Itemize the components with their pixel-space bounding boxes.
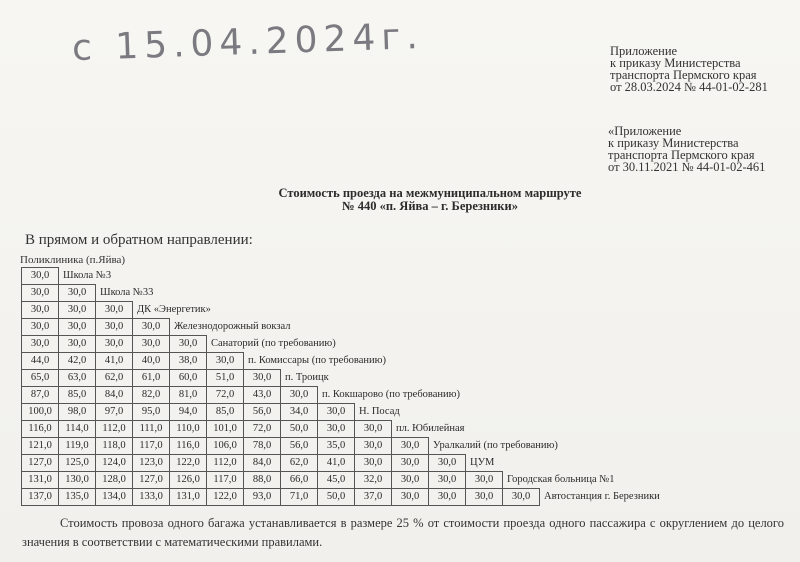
fare-cell: 66,0 (281, 472, 318, 489)
fare-cell: 111,0 (133, 421, 170, 438)
stop-name: Железнодорожный вокзал (174, 320, 291, 332)
fare-cell: 133,0 (133, 489, 170, 506)
fare-row (22, 404, 660, 421)
fare-cell: 117,0 (207, 472, 244, 489)
fare-cell: 38,0 (170, 353, 207, 370)
fare-cell: 125,0 (59, 455, 96, 472)
fare-cell: 30,0 (466, 472, 503, 489)
title-line2: № 440 «п. Яйва – г. Березники» (342, 199, 518, 213)
fare-cell: 84,0 (96, 387, 133, 404)
fare-cell: 30,0 (22, 285, 59, 302)
stop-name: п. Троицк (285, 371, 329, 383)
fare-cell: 30,0 (22, 268, 59, 285)
stop-name: Уралкалий (по требованию) (433, 439, 558, 451)
fare-cell: 30,0 (392, 489, 429, 506)
appendix-current-line2: к приказу Министерства (610, 56, 741, 70)
fare-cell: 119,0 (59, 438, 96, 455)
fare-row (22, 302, 660, 319)
fare-cell: 45,0 (318, 472, 355, 489)
fare-cell: 106,0 (207, 438, 244, 455)
fare-cell: 94,0 (170, 404, 207, 421)
fare-cell: 30,0 (59, 319, 96, 336)
fare-cell: 114,0 (59, 421, 96, 438)
fare-row (22, 319, 660, 336)
fare-cell: 56,0 (244, 404, 281, 421)
appendix-previous-line4: от 30.11.2021 № 44-01-02-461 (608, 160, 766, 174)
fare-cell: 32,0 (355, 472, 392, 489)
fare-cell: 100,0 (22, 404, 59, 421)
fare-cell: 126,0 (170, 472, 207, 489)
fare-cell: 30,0 (22, 336, 59, 353)
stop-name: п. Комиссары (по требованию) (248, 354, 386, 366)
fare-cell: 30,0 (22, 319, 59, 336)
fare-cell: 71,0 (281, 489, 318, 506)
appendix-previous (608, 125, 765, 173)
fare-row (22, 336, 660, 353)
fare-cell: 30,0 (392, 472, 429, 489)
direction-heading: В прямом и обратном направлении: (25, 232, 253, 248)
fare-cell: 30,0 (429, 489, 466, 506)
fare-cell: 30,0 (355, 421, 392, 438)
fare-cell: 43,0 (244, 387, 281, 404)
fare-row (22, 472, 660, 489)
fare-cell: 30,0 (96, 319, 133, 336)
fare-cell: 131,0 (170, 489, 207, 506)
fare-row (22, 268, 660, 285)
fare-cell: 81,0 (170, 387, 207, 404)
fare-cell: 30,0 (170, 336, 207, 353)
fare-cell: 30,0 (59, 285, 96, 302)
fare-cell: 30,0 (392, 438, 429, 455)
fare-cell: 37,0 (355, 489, 392, 506)
fare-cell: 62,0 (96, 370, 133, 387)
fare-cell: 121,0 (22, 438, 59, 455)
fare-cell: 123,0 (133, 455, 170, 472)
fare-cell: 118,0 (96, 438, 133, 455)
origin-stop: Поликлиника (п.Яйва) (20, 254, 126, 266)
fare-cell: 50,0 (318, 489, 355, 506)
stop-name: Городская больница №1 (507, 473, 615, 485)
fare-cell: 61,0 (133, 370, 170, 387)
fare-row (22, 370, 660, 387)
fare-cell: 60,0 (170, 370, 207, 387)
fare-cell: 78,0 (244, 438, 281, 455)
fare-cell: 34,0 (281, 404, 318, 421)
fare-cell: 93,0 (244, 489, 281, 506)
fare-cell: 82,0 (133, 387, 170, 404)
fare-cell: 30,0 (355, 455, 392, 472)
fare-cell: 65,0 (22, 370, 59, 387)
fare-cell: 135,0 (59, 489, 96, 506)
fare-cell: 42,0 (59, 353, 96, 370)
fare-cell: 30,0 (429, 455, 466, 472)
fare-cell: 117,0 (133, 438, 170, 455)
fare-cell: 72,0 (207, 387, 244, 404)
fare-cell: 101,0 (207, 421, 244, 438)
fare-cell: 85,0 (59, 387, 96, 404)
fare-cell: 30,0 (281, 387, 318, 404)
fare-cell: 30,0 (318, 421, 355, 438)
fare-row (22, 489, 660, 506)
document-title (200, 187, 660, 213)
fare-row (22, 285, 660, 302)
stop-name: п. Кокшарово (по требованию) (322, 388, 460, 400)
stop-name: Н. Посад (359, 405, 400, 417)
fare-row (22, 438, 660, 455)
fare-cell: 30,0 (96, 336, 133, 353)
fare-cell: 98,0 (59, 404, 96, 421)
fare-cell: 62,0 (281, 455, 318, 472)
fare-cell: 50,0 (281, 421, 318, 438)
stop-name: ДК «Энергетик» (137, 303, 211, 315)
baggage-note: Стоимость провоза одного багажа устанавливается в размере 25 % от стоимости проезда одного пассажира с округлением до целого значения в соответствии с математическими правилами. (22, 516, 784, 549)
fare-cell: 30,0 (133, 336, 170, 353)
fare-cell: 30,0 (59, 302, 96, 319)
fare-cell: 72,0 (244, 421, 281, 438)
fare-table (21, 267, 660, 506)
fare-cell: 128,0 (96, 472, 133, 489)
fare-cell: 40,0 (133, 353, 170, 370)
stop-name: Школа №33 (100, 286, 154, 298)
title-line1: Стоимость проезда на межмуниципальном маршруте (278, 186, 582, 200)
appendix-previous-line3: транспорта Пермского края (608, 148, 755, 162)
fare-cell: 85,0 (207, 404, 244, 421)
fare-cell: 51,0 (207, 370, 244, 387)
fare-cell: 122,0 (170, 455, 207, 472)
fare-cell: 122,0 (207, 489, 244, 506)
fare-cell: 44,0 (22, 353, 59, 370)
fare-cell: 41,0 (96, 353, 133, 370)
fare-cell: 95,0 (133, 404, 170, 421)
stop-name: ЦУМ (470, 456, 495, 468)
appendix-current-line4: от 28.03.2024 № 44-01-02-281 (610, 80, 768, 94)
fare-cell: 137,0 (22, 489, 59, 506)
fare-cell: 87,0 (22, 387, 59, 404)
fare-cell: 30,0 (503, 489, 540, 506)
fare-cell: 35,0 (318, 438, 355, 455)
fare-cell: 127,0 (133, 472, 170, 489)
fare-cell: 30,0 (355, 438, 392, 455)
fare-cell: 134,0 (96, 489, 133, 506)
appendix-current (610, 45, 768, 93)
fare-cell: 110,0 (170, 421, 207, 438)
fare-cell: 30,0 (244, 370, 281, 387)
fare-cell: 88,0 (244, 472, 281, 489)
appendix-current-line3: транспорта Пермского края (610, 68, 757, 82)
fare-cell: 84,0 (244, 455, 281, 472)
fare-cell: 41,0 (318, 455, 355, 472)
fare-cell: 112,0 (207, 455, 244, 472)
fare-row (22, 387, 660, 404)
appendix-current-line1: Приложение (610, 44, 678, 58)
fare-cell: 30,0 (429, 472, 466, 489)
fare-cell: 63,0 (59, 370, 96, 387)
fare-cell: 127,0 (22, 455, 59, 472)
fare-cell: 30,0 (59, 336, 96, 353)
appendix-previous-line2: к приказу Министерства (608, 136, 739, 150)
stop-name: Школа №3 (63, 269, 112, 281)
fare-cell: 112,0 (96, 421, 133, 438)
fare-cell: 30,0 (207, 353, 244, 370)
fare-cell: 30,0 (318, 404, 355, 421)
stop-name: Санаторий (по требованию) (211, 337, 336, 349)
stop-name: Автостанция г. Березники (544, 491, 660, 502)
fare-cell: 56,0 (281, 438, 318, 455)
fare-cell: 116,0 (170, 438, 207, 455)
fare-cell: 116,0 (22, 421, 59, 438)
fare-cell: 30,0 (133, 319, 170, 336)
fare-cell: 124,0 (96, 455, 133, 472)
fare-cell: 30,0 (22, 302, 59, 319)
fare-cell: 30,0 (392, 455, 429, 472)
appendix-previous-line1: «Приложение (608, 124, 682, 138)
fare-row (22, 421, 660, 438)
stop-name: пл. Юбилейная (396, 422, 465, 434)
fare-cell: 30,0 (466, 489, 503, 506)
fare-cell: 97,0 (96, 404, 133, 421)
fare-cell: 130,0 (59, 472, 96, 489)
fare-cell: 30,0 (96, 302, 133, 319)
fare-row (22, 455, 660, 472)
fare-cell: 131,0 (22, 472, 59, 489)
fare-row (22, 353, 660, 370)
handwritten-date: с 15.04.2024г. (71, 15, 425, 70)
